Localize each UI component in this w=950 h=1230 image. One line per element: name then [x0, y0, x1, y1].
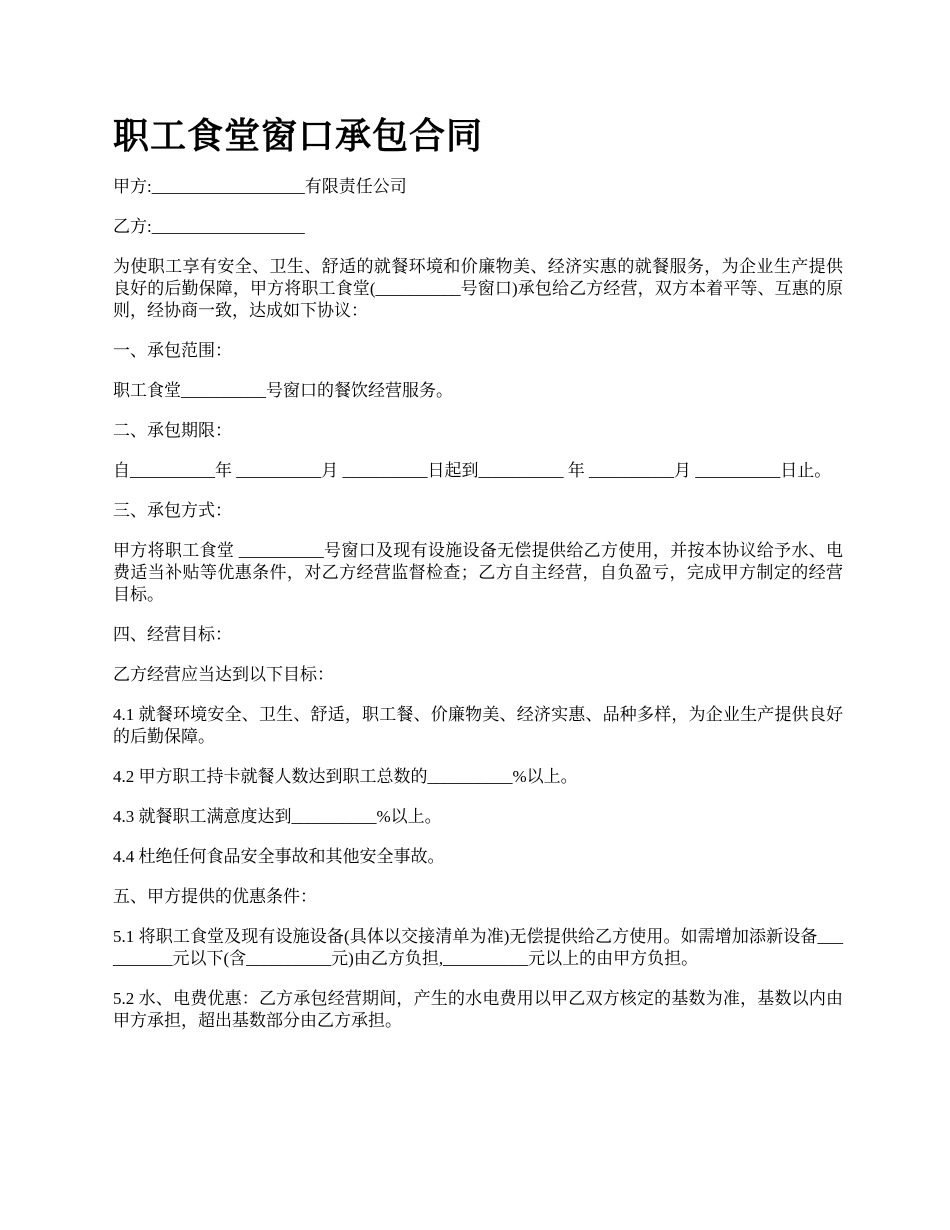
section-heading-term: 二、承包期限：	[113, 421, 232, 440]
section-heading-goals: 四、经营目标：	[113, 625, 232, 644]
benefit-item: 5.1 将职工食堂及现有设施设备(具体以交接清单为准)无偿提供给乙方使用。如需增加添新设备__________元以下(含__________元)由乙方负担,__________元以上的由甲方负担。	[113, 927, 843, 968]
goal-item: 4.2 甲方职工持卡就餐人数达到职工总数的__________%以上。	[113, 767, 578, 786]
scope-paragraph: 职工食堂__________号窗口的餐饮经营服务。	[113, 381, 453, 400]
preamble-paragraph: 为使职工享有安全、卫生、舒适的就餐环境和价廉物美、经济实惠的就餐服务，为企业生产提供良好的后勤保障，甲方将职工食堂(__________号窗口)承包给乙方经营，双方本着平等、互惠的原则，经协商一致，达成如下协议：	[113, 257, 843, 320]
section-heading-benefits: 五、甲方提供的优惠条件：	[113, 887, 317, 906]
document-page	[113, 110, 843, 1050]
party-b-line: 乙方:__________________	[113, 217, 305, 236]
goals-intro-paragraph: 乙方经营应当达到以下目标：	[113, 665, 334, 684]
section-heading-method: 三、承包方式：	[113, 501, 232, 520]
goal-item: 4.4 杜绝任何食品安全事故和其他安全事故。	[113, 847, 445, 866]
goal-item: 4.1 就餐环境安全、卫生、舒适，职工餐、价廉物美、经济实惠、品种多样，为企业生产提供良好的后勤保障。	[113, 705, 843, 746]
document-title: 职工食堂窗口承包合同	[113, 115, 484, 157]
section-heading-scope: 一、承包范围：	[113, 341, 232, 360]
term-paragraph: 自__________年 __________月 __________日起到__________ 年 __________月 __________日止。	[113, 461, 832, 480]
method-paragraph: 甲方将职工食堂 __________号窗口及现有设施设备无偿提供给乙方使用，并按本协议给予水、电费适当补贴等优惠条件，对乙方经营监督检查；乙方自主经营，自负盈亏，完成甲方制定的经营目标。	[113, 541, 843, 604]
party-a-line: 甲方:__________________有限责任公司	[113, 177, 407, 196]
goal-item: 4.3 就餐职工满意度达到__________%以上。	[113, 807, 442, 826]
benefit-item: 5.2 水、电费优惠：乙方承包经营期间，产生的水电费用以甲乙双方核定的基数为准，基数以内由甲方承担，超出基数部分由乙方承担。	[113, 989, 843, 1030]
